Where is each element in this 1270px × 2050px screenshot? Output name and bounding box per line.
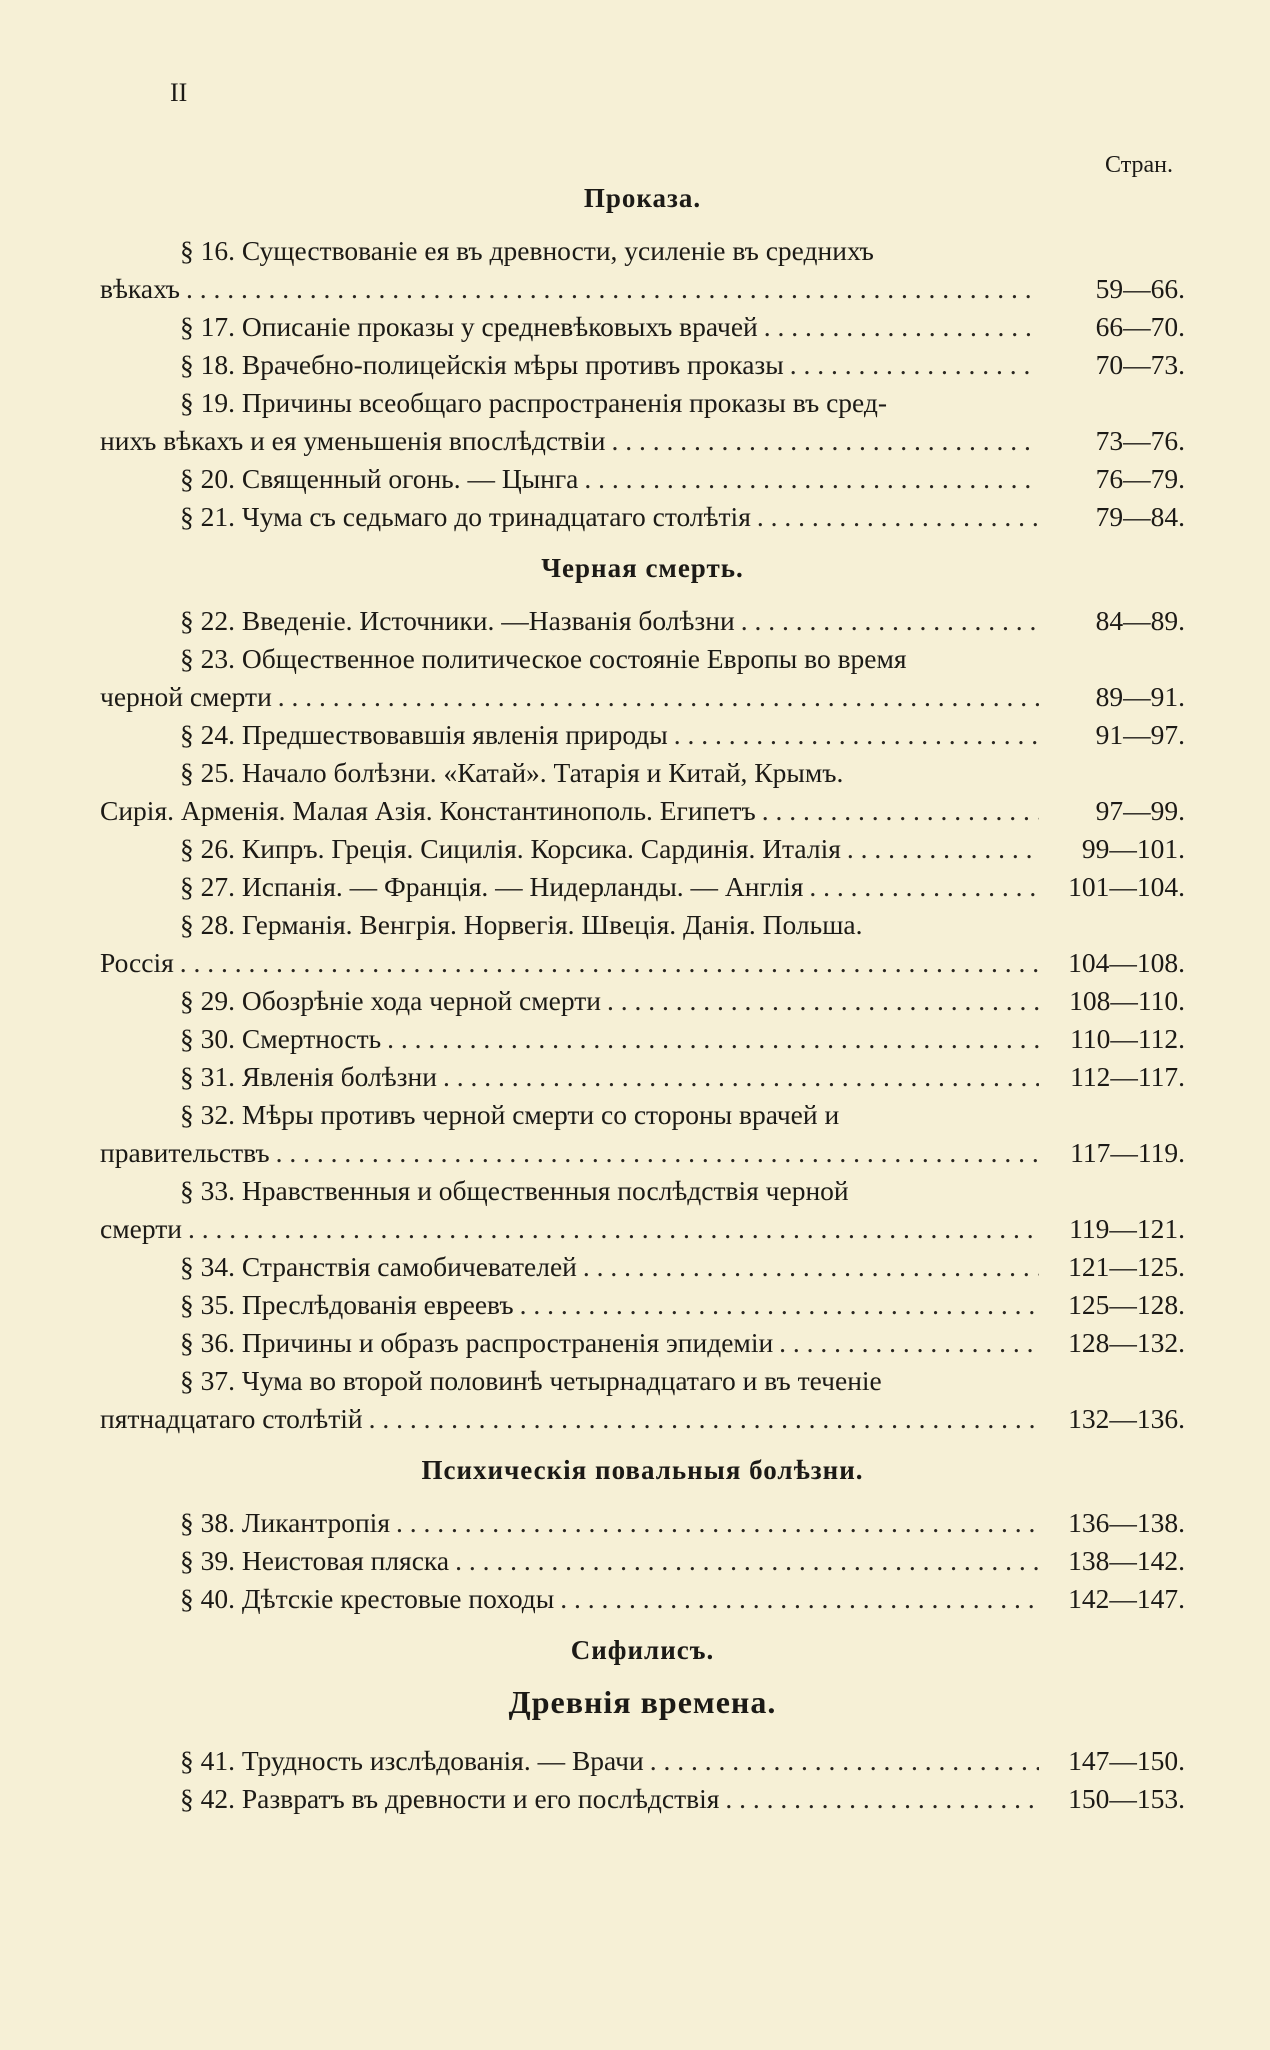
toc-entry — [100, 498, 1185, 536]
page-range: 112—117. — [1070, 1061, 1185, 1092]
toc-entry-line — [100, 1096, 1185, 1134]
section-gap — [100, 1438, 1185, 1448]
page-range: 79—84. — [1095, 501, 1185, 532]
entry-text: § 39. Неистовая пляска — [180, 1545, 450, 1576]
entry-text: § 38. Ликантропія — [180, 1507, 390, 1538]
toc-entry — [100, 716, 1185, 754]
entry-text: Россія — [100, 947, 174, 978]
toc-entry — [100, 1742, 1185, 1780]
toc-entry-line — [100, 1362, 1185, 1400]
toc-entry-line — [100, 602, 1185, 640]
toc-entry-line — [100, 1504, 1185, 1542]
toc-entry — [100, 602, 1185, 640]
dot-leader — [369, 1400, 1039, 1438]
entry-text: черной смерти — [100, 681, 272, 712]
toc-entry-line — [100, 1248, 1185, 1286]
toc-entry-line — [100, 1580, 1185, 1618]
toc-entry-line — [100, 232, 1185, 270]
entry-text: § 30. Смертность — [180, 1023, 382, 1054]
toc-entry-line — [100, 1134, 1185, 1172]
entry-text: § 16. Существованіе ея въ древности, усиленіе въ среднихъ — [180, 235, 874, 266]
dot-leader — [180, 944, 1039, 982]
section-subtitle: Древнія времена. — [508, 1684, 777, 1720]
toc-entry-line — [100, 1400, 1185, 1438]
entry-text: правительствъ — [100, 1137, 270, 1168]
section-title: Черная смерть. — [541, 553, 744, 583]
page-range: 101—104. — [1068, 871, 1185, 902]
section-gap — [100, 536, 1185, 546]
entry-text: § 35. Преслѣдованія евреевъ — [180, 1289, 514, 1320]
section-title: Проказа. — [583, 183, 702, 213]
page-range: 70—73. — [1095, 349, 1185, 380]
entry-text: § 23. Общественное политическое состояніе Европы во время — [180, 643, 907, 674]
toc-entry — [100, 868, 1185, 906]
page-range: 99—101. — [1081, 833, 1185, 864]
toc-entry — [100, 754, 1185, 830]
entry-text: § 20. Священный огонь. — Цынга — [180, 463, 579, 494]
dot-leader — [725, 1780, 1039, 1818]
toc-entry — [100, 308, 1185, 346]
toc-entry — [100, 1096, 1185, 1172]
toc-entry-line — [100, 982, 1185, 1020]
dot-leader — [741, 602, 1039, 640]
entry-text: § 40. Дѣтскіе крестовые походы — [180, 1583, 555, 1614]
toc-entry-line — [100, 906, 1185, 944]
entry-text: § 32. Мѣры противъ черной смерти со стороны врачей и — [180, 1099, 840, 1130]
toc-entry-line — [100, 678, 1185, 716]
dot-leader — [387, 1020, 1039, 1058]
toc-entry-line — [100, 830, 1185, 868]
dot-leader — [757, 498, 1039, 536]
page-range: 91—97. — [1095, 719, 1185, 750]
dot-leader — [809, 868, 1039, 906]
page-range: 136—138. — [1068, 1507, 1185, 1538]
dot-leader — [560, 1580, 1039, 1618]
toc-entry — [100, 906, 1185, 982]
dot-leader — [762, 792, 1039, 830]
section-title: Сифилисъ. — [570, 1635, 715, 1665]
dot-leader — [764, 308, 1039, 346]
page-range: 66—70. — [1095, 311, 1185, 342]
toc-entry — [100, 460, 1185, 498]
pages-column-header: Стран. — [1105, 152, 1173, 178]
entry-text: § 25. Начало болѣзни. «Катай». Татарія и Китай, Крымъ. — [180, 757, 844, 788]
page-range: 121—125. — [1068, 1251, 1185, 1282]
toc-entry — [100, 1324, 1185, 1362]
toc-entry-line — [100, 270, 1185, 308]
toc-entry — [100, 384, 1185, 460]
toc-entry-line — [100, 1742, 1185, 1780]
toc-entry-line — [100, 498, 1185, 536]
entry-text: смерти — [100, 1213, 182, 1244]
toc-entry — [100, 640, 1185, 716]
toc-entry-line — [100, 1286, 1185, 1324]
entry-text: § 28. Германія. Венгрія. Норвегія. Швеція. Данія. Польша. — [180, 909, 863, 940]
toc-entry — [100, 232, 1185, 308]
toc-entry-line — [100, 640, 1185, 678]
toc-entry-line — [100, 792, 1185, 830]
entry-text: § 22. Введеніе. Источники. —Названія болѣзни — [180, 605, 735, 636]
toc-entry-line — [100, 422, 1185, 460]
toc-entry-line — [100, 1058, 1185, 1096]
table-of-contents — [100, 176, 1185, 1828]
toc-entry — [100, 1058, 1185, 1096]
page-range: 128—132. — [1068, 1327, 1185, 1358]
toc-entry — [100, 1020, 1185, 1058]
dot-leader — [779, 1324, 1039, 1362]
dot-leader — [443, 1058, 1039, 1096]
entry-text: § 19. Причины всеобщаго распространенія проказы въ сред- — [180, 387, 888, 418]
toc-entry-line — [100, 384, 1185, 422]
section-gap — [100, 1818, 1185, 1828]
dot-leader — [278, 678, 1039, 716]
dot-leader — [186, 270, 1039, 308]
entry-text: § 17. Описаніе проказы у средневѣковыхъ врачей — [180, 311, 758, 342]
toc-entry-line — [100, 460, 1185, 498]
dot-leader — [847, 830, 1039, 868]
toc-entry-line — [100, 346, 1185, 384]
toc-entry — [100, 1362, 1185, 1438]
page-range: 76—79. — [1095, 463, 1185, 494]
page-range: 132—136. — [1068, 1403, 1185, 1434]
toc-entry-line — [100, 868, 1185, 906]
dot-leader — [674, 716, 1039, 754]
dot-leader — [455, 1542, 1039, 1580]
toc-entry-line — [100, 308, 1185, 346]
dot-leader — [520, 1286, 1039, 1324]
page-range: 97—99. — [1095, 795, 1185, 826]
page-range: 108—110. — [1069, 985, 1185, 1016]
dot-leader — [188, 1210, 1039, 1248]
toc-entry-line — [100, 1542, 1185, 1580]
entry-text: § 36. Причины и образъ распространенія эпидеміи — [180, 1327, 774, 1358]
page-range: 147—150. — [1068, 1745, 1185, 1776]
page-range: 117—119. — [1070, 1137, 1185, 1168]
toc-entry — [100, 346, 1185, 384]
dot-leader — [607, 982, 1039, 1020]
entry-text: § 29. Обозрѣніе хода черной смерти — [180, 985, 601, 1016]
toc-entry — [100, 1504, 1185, 1542]
dot-leader — [612, 422, 1040, 460]
toc-entry — [100, 1286, 1185, 1324]
section-title: Психическія повальныя болѣзни. — [421, 1455, 864, 1485]
entry-text: вѣкахъ — [100, 273, 180, 304]
entry-text: § 34. Странствія самобичевателей — [180, 1251, 577, 1282]
page-range: 104—108. — [1068, 947, 1185, 978]
toc-entry — [100, 1542, 1185, 1580]
entry-text: § 37. Чума во второй половинѣ четырнадцатаго и въ теченіе — [180, 1365, 882, 1396]
entry-text: § 42. Развратъ въ древности и его послѣдствія — [180, 1783, 720, 1814]
entry-text: § 24. Предшествовавшія явленія природы — [180, 719, 668, 750]
toc-entry-line — [100, 754, 1185, 792]
entry-text: Сирія. Арменія. Малая Азія. Константинополь. Египетъ — [100, 795, 756, 826]
page-range: 84—89. — [1095, 605, 1185, 636]
page-range: 110—112. — [1070, 1023, 1185, 1054]
page-range: 59—66. — [1095, 273, 1185, 304]
dot-leader — [276, 1134, 1039, 1172]
dot-leader — [790, 346, 1039, 384]
page-range: 125—128. — [1068, 1289, 1185, 1320]
toc-entry-line — [100, 1020, 1185, 1058]
toc-entry — [100, 1172, 1185, 1248]
toc-entry-line — [100, 1780, 1185, 1818]
toc-entry-line — [100, 1324, 1185, 1362]
toc-entry — [100, 1780, 1185, 1818]
entry-text: § 26. Кипръ. Греція. Сицилія. Корсика. Сардинія. Италія — [180, 833, 841, 864]
toc-entry — [100, 1248, 1185, 1286]
page-range: 142—147. — [1068, 1583, 1185, 1614]
dot-leader — [584, 460, 1039, 498]
entry-text: § 21. Чума съ седьмаго до тринадцатаго столѣтія — [180, 501, 751, 532]
toc-entry — [100, 1580, 1185, 1618]
entry-text: нихъ вѣкахъ и ея уменьшенія впослѣдствіи — [100, 425, 606, 456]
dot-leader — [396, 1504, 1039, 1542]
page-range: 119—121. — [1069, 1213, 1185, 1244]
dot-leader — [650, 1742, 1039, 1780]
toc-entry-line — [100, 944, 1185, 982]
toc-entry — [100, 982, 1185, 1020]
entry-text: § 31. Явленія болѣзни — [180, 1061, 437, 1092]
entry-text: пятнадцатаго столѣтій — [100, 1403, 363, 1434]
page-range: 89—91. — [1095, 681, 1185, 712]
toc-entry-line — [100, 716, 1185, 754]
entry-text: § 33. Нравственныя и общественныя послѣдствія черной — [180, 1175, 849, 1206]
section-gap — [100, 1618, 1185, 1628]
page-range: 73—76. — [1095, 425, 1185, 456]
toc-entry-line — [100, 1172, 1185, 1210]
entry-text: § 18. Врачебно-полицейскія мѣры противъ проказы — [180, 349, 784, 380]
page-range: 150—153. — [1068, 1783, 1185, 1814]
page-range: 138—142. — [1068, 1545, 1185, 1576]
entry-text: § 27. Испанія. — Франція. — Нидерланды. — Англія — [180, 871, 804, 902]
toc-entry-line — [100, 1210, 1185, 1248]
entry-text: § 41. Трудность изслѣдованія. — Врачи — [180, 1745, 644, 1776]
toc-entry — [100, 830, 1185, 868]
page-number: II — [170, 78, 188, 107]
dot-leader — [583, 1248, 1039, 1286]
